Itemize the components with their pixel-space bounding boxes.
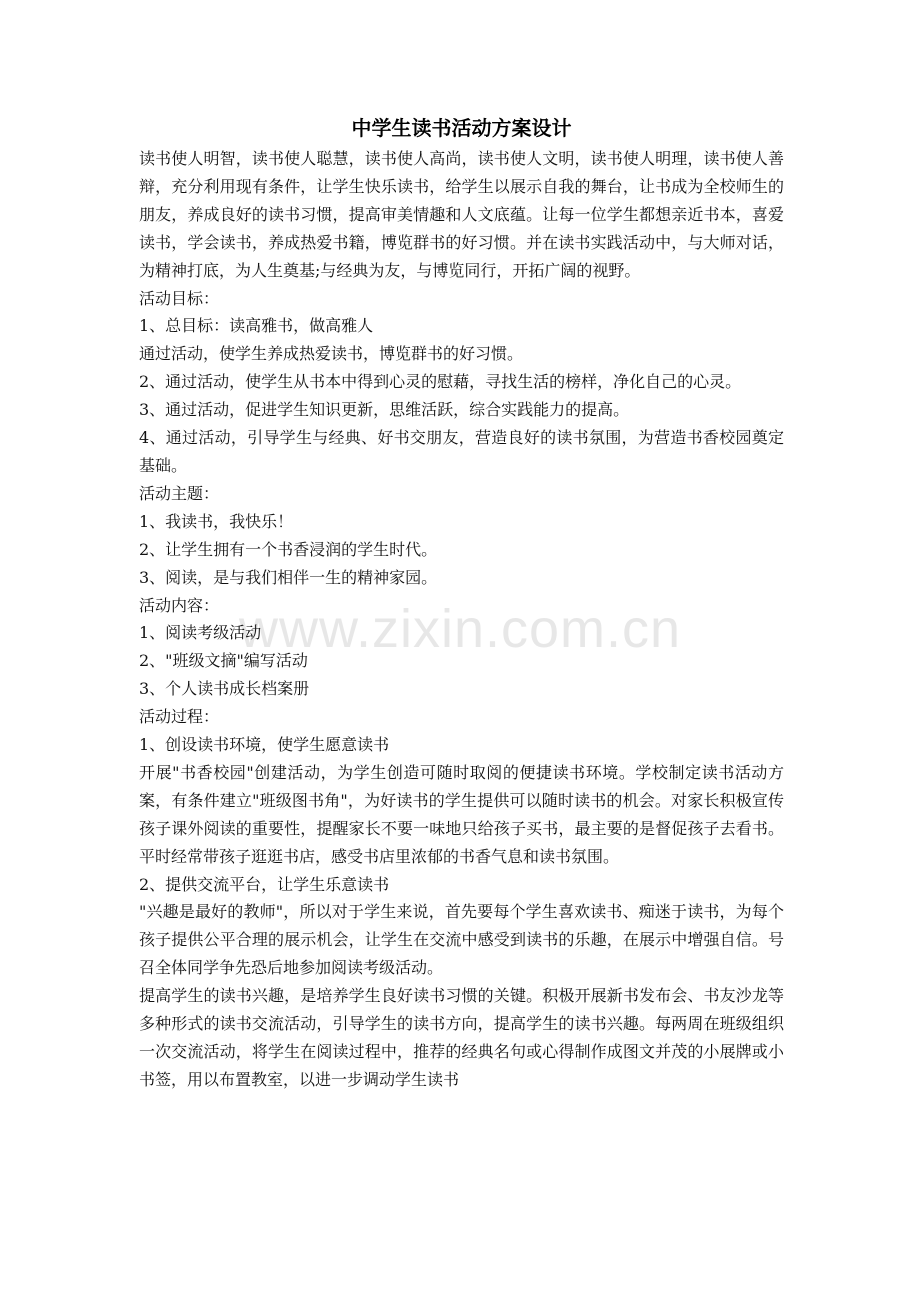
process-step-2-detail-continued: 提高学生的读书兴趣，是培养学生良好读书习惯的关键。积极开展新书发布会、书友沙龙等多种形式的读书交流活动，引导学生的读书方向，提高学生的读书兴趣。每两周在班级组织一次交流活动，将学生在阅读过程中，推荐的经典名句或心得制作成图文并茂的小展牌或小书签，用以布置教室，以进一步调动学生读书	[139, 986, 784, 1089]
content-item-3: 3、个人读书成长档案册	[139, 679, 310, 699]
theme-item-2: 2、让学生拥有一个书香浸润的学生时代。	[139, 539, 438, 559]
content-item-1: 1、阅读考级活动	[139, 623, 262, 643]
process-step-2: 2、提供交流平台，让学生乐意读书	[139, 874, 390, 894]
goal-item-4: 4、通过活动，引导学生与经典、好书交朋友，营造良好的读书氛围，为营造书香校园奠定基础。	[139, 428, 784, 475]
section-heading-contents: 活动内容：	[139, 595, 220, 615]
intro-paragraph: 读书使人明智，读书使人聪慧，读书使人高尚，读书使人文明，读书使人明理，读书使人善辩，充分利用现有条件，让学生快乐读书，给学生以展示自我的舞台，让书成为全校师生的朋友，养成良好的读书习惯，提高审美情趣和人文底蕴。让每一位学生都想亲近书本，喜爱读书，学会读书，养成热爱书籍，博览群书的好习惯。并在读书实践活动中，与大师对话，为精神打底，为人生奠基;与经典为友，与博览同行，开拓广阔的视野。	[139, 149, 784, 280]
section-heading-goals: 活动目标：	[139, 288, 220, 308]
section-heading-themes: 活动主题：	[139, 483, 220, 503]
goal-item-2: 2、通过活动，使学生从书本中得到心灵的慰藉，寻找生活的榜样，净化自己的心灵。	[139, 372, 742, 392]
watermark: www.zixin.com.cn	[238, 599, 682, 659]
section-heading-process: 活动过程：	[139, 707, 220, 727]
theme-item-1: 1、我读书，我快乐！	[139, 511, 294, 531]
goal-item-1: 1、总目标：读高雅书，做高雅人	[139, 316, 374, 336]
document-body	[139, 112, 784, 1094]
process-step-2-detail: "兴趣是最好的教师"，所以对于学生来说，首先要每个学生喜欢读书、痴迷于读书，为每个孩子提供公平合理的展示机会，让学生在交流中感受到读书的乐趣，在展示中增强自信。号召全体同学争先恐后地参加阅读考级活动。	[139, 902, 784, 978]
goal-item-1-detail: 通过活动，使学生养成热爱读书，博览群书的好习惯。	[139, 344, 524, 364]
process-step-1-detail: 开展"书香校园"创建活动，为学生创造可随时取阅的便捷读书环境。学校制定读书活动方案，有条件建立"班级图书角"，为好读书的学生提供可以随时读书的机会。对家长积极宣传孩子课外阅读的重要性，提醒家长不要一味地只给孩子买书，最主要的是督促孩子去看书。平时经常带孩子逛逛书店，感受书店里浓郁的书香气息和读书氛围。	[139, 762, 784, 866]
theme-item-3: 3、阅读，是与我们相伴一生的精神家园。	[139, 567, 438, 587]
document-title: 中学生读书活动方案设计	[351, 116, 572, 140]
goal-item-3: 3、通过活动，促进学生知识更新，思维活跃，综合实践能力的提高。	[139, 400, 630, 420]
process-step-1: 1、创设读书环境，使学生愿意读书	[139, 735, 390, 755]
content-item-2: 2、"班级文摘"编写活动	[139, 651, 308, 671]
